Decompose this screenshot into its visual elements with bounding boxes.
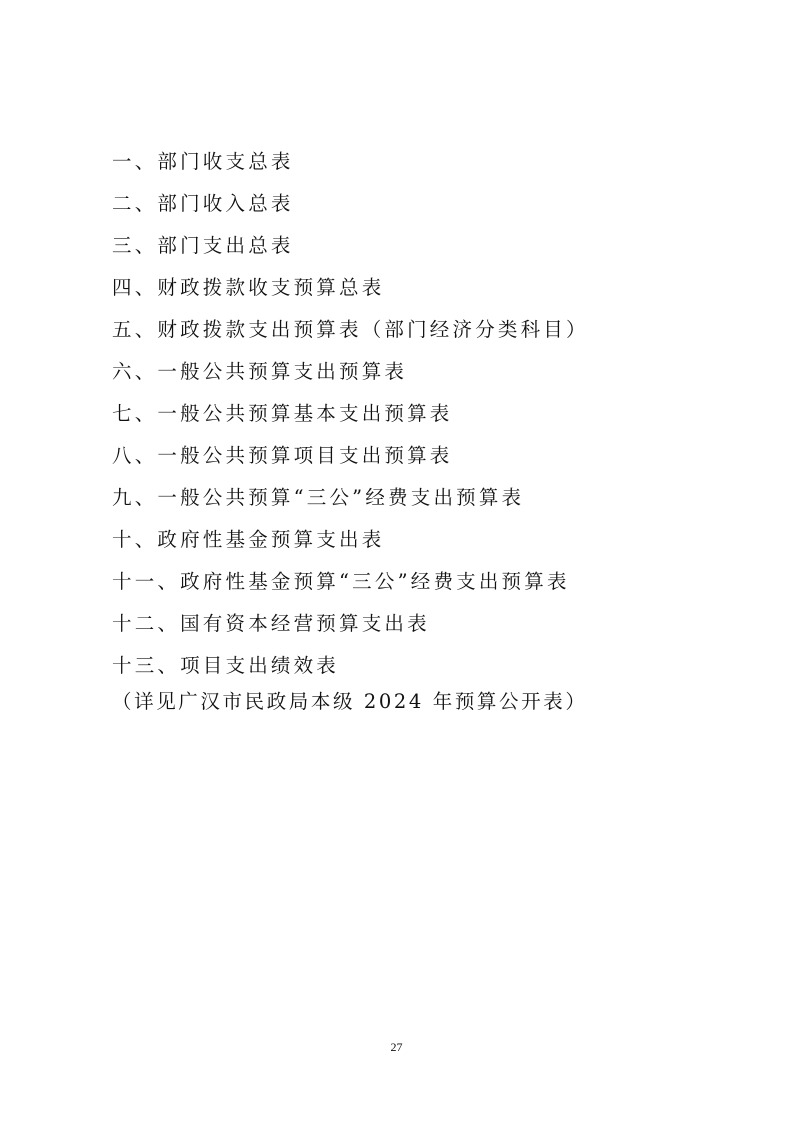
list-item: 十三、项目支出绩效表 [112, 654, 340, 677]
page-number: 27 [390, 1040, 403, 1054]
budget-table-list [112, 146, 589, 692]
list-item: 一、部门收支总表 [112, 150, 294, 173]
list-item: 五、财政拨款支出预算表（部门经济分类科目） [112, 318, 589, 341]
reference-note: （详见广汉市民政局本级 2024 年预算公开表） [112, 690, 588, 713]
list-item: 十、政府性基金预算支出表 [112, 528, 385, 551]
list-item: 四、财政拨款收支预算总表 [112, 276, 385, 299]
list-item: 三、部门支出总表 [112, 234, 294, 257]
list-item: 六、一般公共预算支出预算表 [112, 360, 408, 383]
list-item: 二、部门收入总表 [112, 192, 294, 215]
list-item: 八、一般公共预算项目支出预算表 [112, 444, 453, 467]
list-item: 九、一般公共预算“三公”经费支出预算表 [112, 486, 525, 509]
list-item: 十一、政府性基金预算“三公”经费支出预算表 [112, 570, 570, 593]
list-item: 七、一般公共预算基本支出预算表 [112, 402, 453, 425]
list-item: 十二、国有资本经营预算支出表 [112, 612, 430, 635]
